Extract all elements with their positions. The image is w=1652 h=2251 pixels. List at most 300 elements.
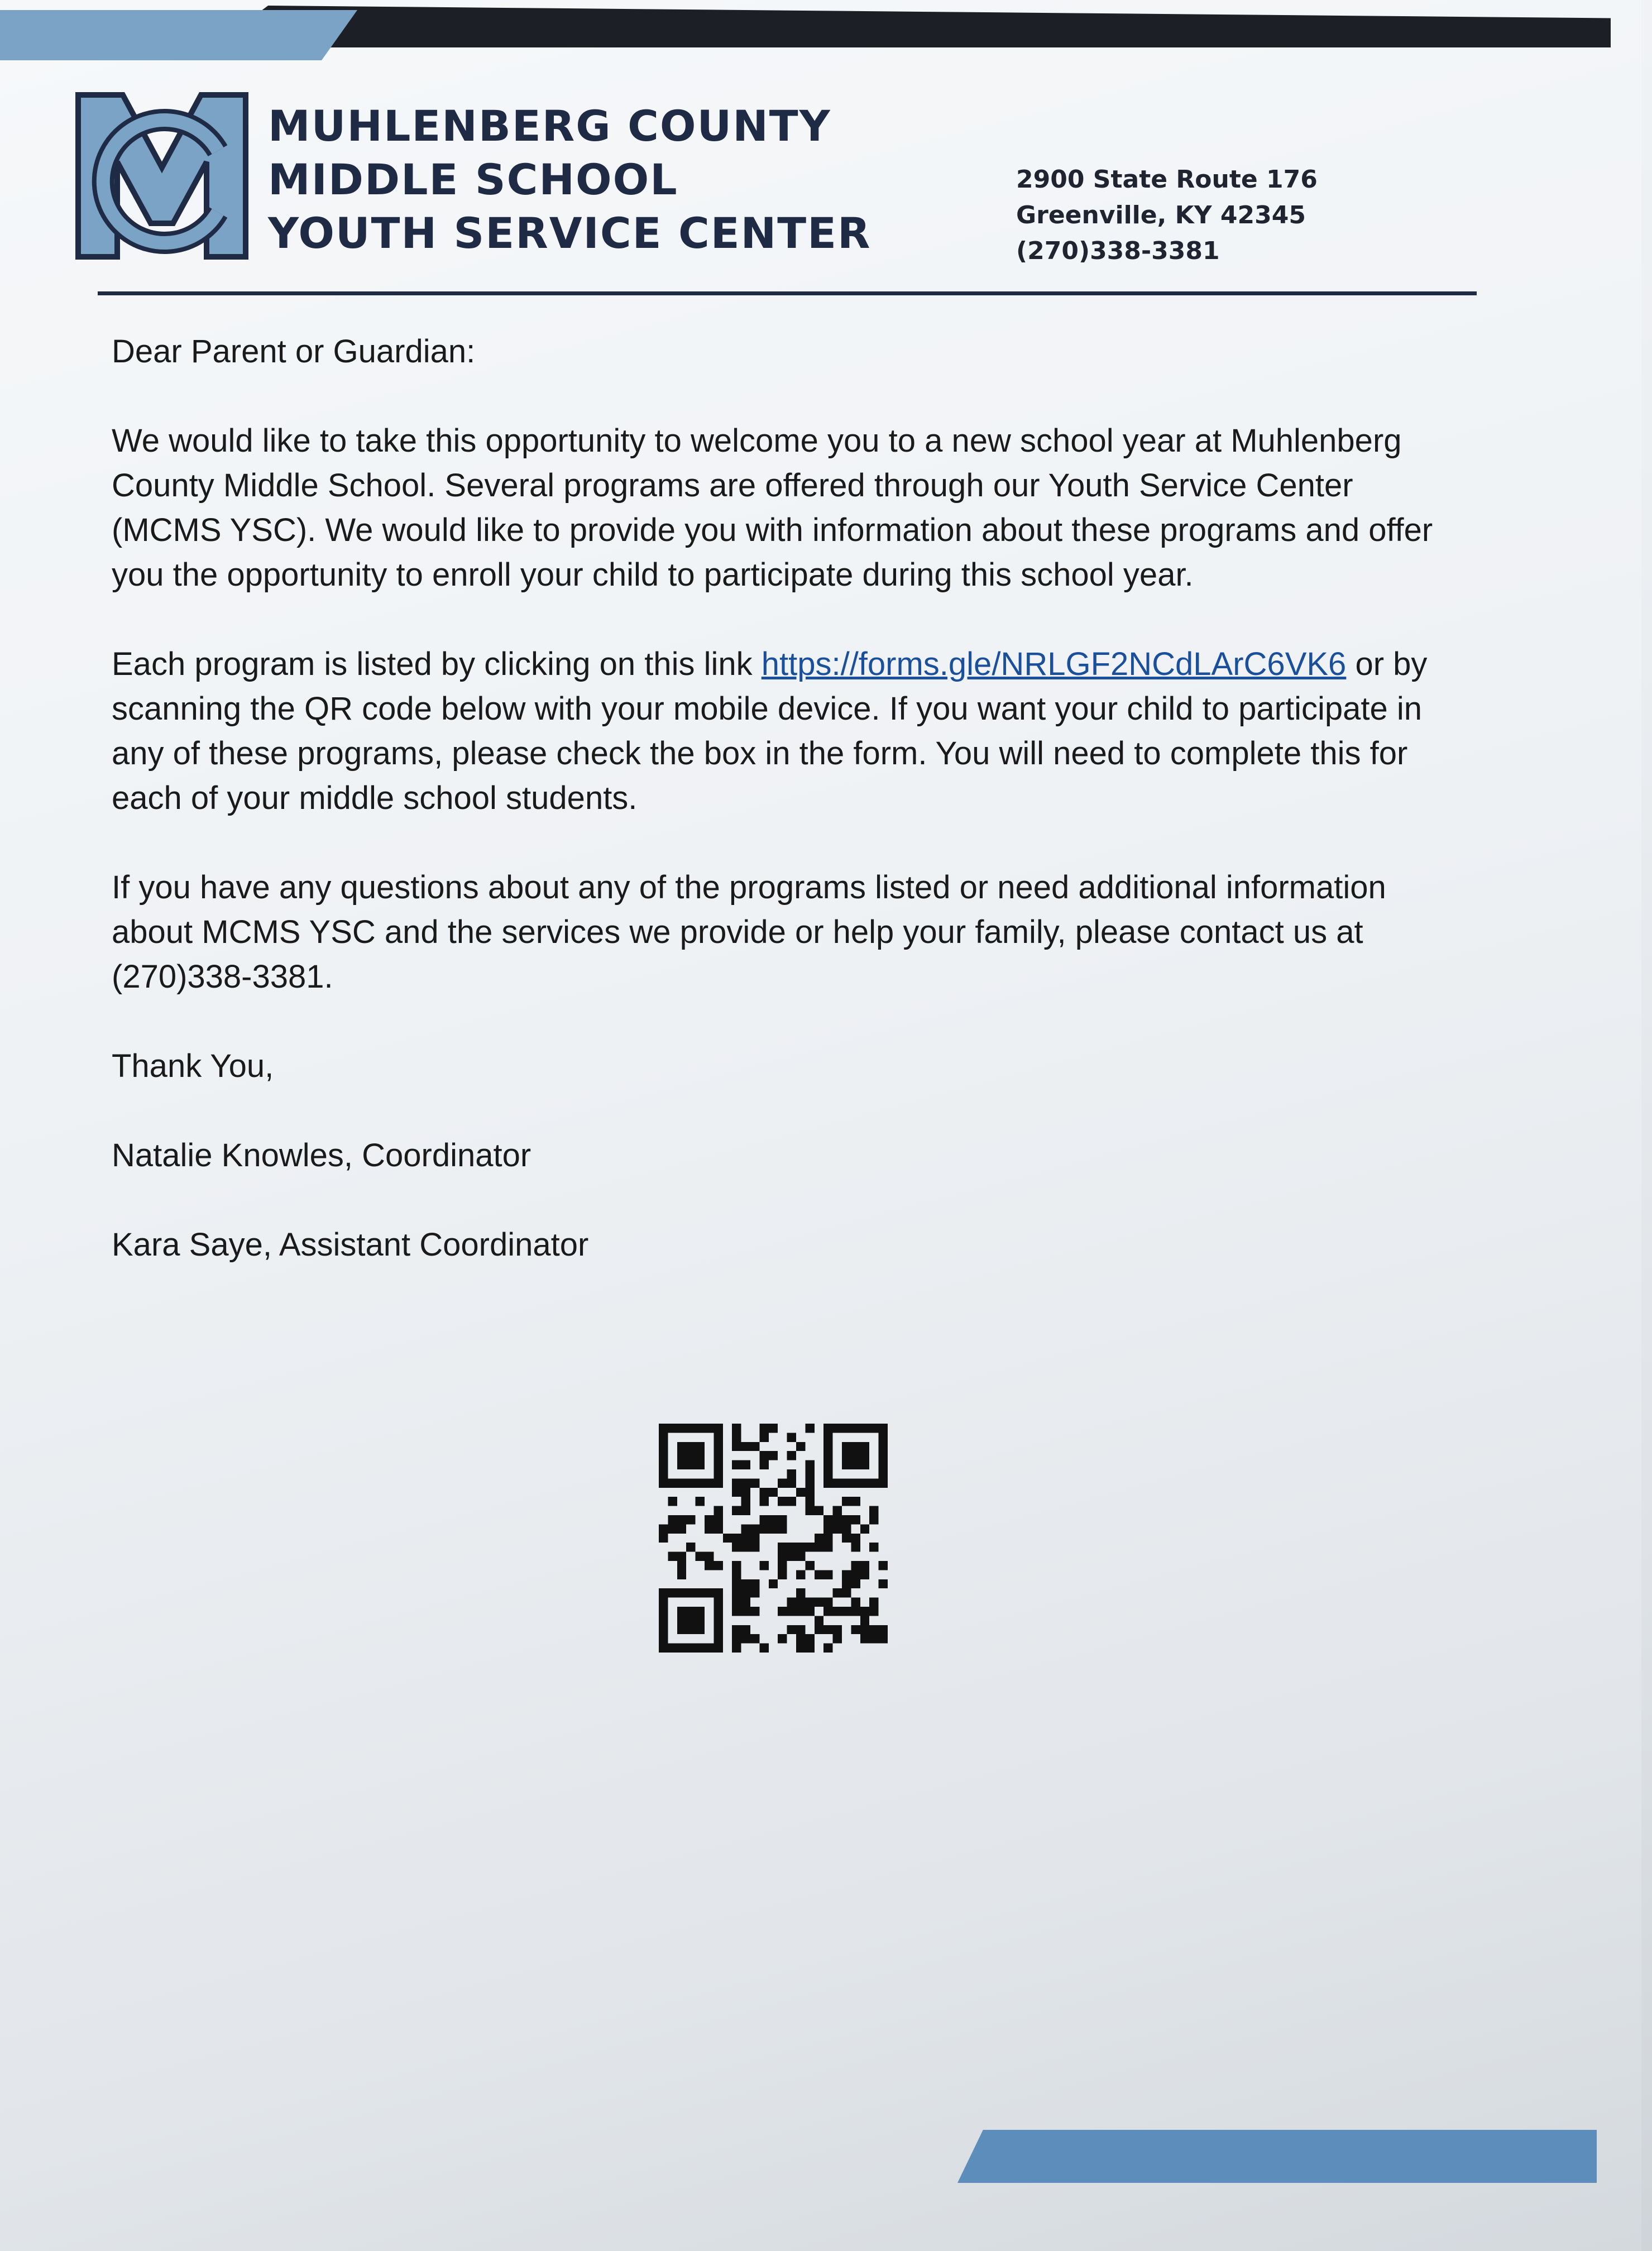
qr-module bbox=[714, 1588, 722, 1597]
qr-module bbox=[759, 1460, 768, 1469]
qr-module bbox=[851, 1424, 860, 1433]
qr-module bbox=[659, 1442, 668, 1451]
qr-module bbox=[668, 1478, 677, 1487]
qr-module bbox=[750, 1588, 759, 1597]
address-block bbox=[1016, 162, 1318, 269]
qr-module bbox=[851, 1625, 860, 1634]
qr-module bbox=[796, 1588, 805, 1597]
qr-module bbox=[732, 1625, 741, 1634]
qr-module bbox=[823, 1570, 832, 1579]
qr-module bbox=[677, 1570, 686, 1579]
qr-module bbox=[696, 1625, 705, 1634]
qr-module bbox=[686, 1607, 695, 1616]
qr-module bbox=[851, 1451, 860, 1460]
qr-module bbox=[659, 1534, 668, 1543]
qr-module bbox=[805, 1478, 814, 1487]
qr-module bbox=[805, 1561, 814, 1570]
qr-module bbox=[741, 1543, 750, 1551]
qr-module bbox=[796, 1644, 805, 1653]
qr-module bbox=[842, 1579, 851, 1588]
qr-module bbox=[787, 1625, 796, 1634]
qr-module bbox=[778, 1543, 787, 1551]
qr-module bbox=[805, 1598, 814, 1607]
qr-module bbox=[851, 1579, 860, 1588]
qr-module bbox=[879, 1424, 888, 1433]
qr-module bbox=[879, 1634, 888, 1643]
qr-module bbox=[823, 1460, 832, 1469]
qr-module bbox=[732, 1570, 741, 1579]
qr-module bbox=[833, 1634, 842, 1643]
qr-module bbox=[787, 1552, 796, 1561]
qr-module bbox=[750, 1442, 759, 1451]
qr-module bbox=[686, 1616, 695, 1625]
qr-module bbox=[879, 1561, 888, 1570]
qr-module bbox=[732, 1644, 741, 1653]
qr-module bbox=[659, 1644, 668, 1653]
qr-module bbox=[750, 1524, 759, 1533]
qr-module bbox=[778, 1634, 787, 1643]
qr-module bbox=[741, 1607, 750, 1616]
qr-module bbox=[677, 1561, 686, 1570]
qr-module bbox=[787, 1543, 796, 1551]
qr-module bbox=[696, 1460, 705, 1469]
qr-module bbox=[851, 1515, 860, 1524]
qr-module bbox=[759, 1561, 768, 1570]
qr-module bbox=[659, 1433, 668, 1441]
qr-module bbox=[696, 1442, 705, 1451]
qr-module bbox=[659, 1460, 668, 1469]
qr-module bbox=[732, 1634, 741, 1643]
qr-module bbox=[842, 1497, 851, 1506]
programs-text-start: Each program is listed by clicking on this link bbox=[112, 646, 762, 682]
qr-module bbox=[696, 1497, 705, 1506]
qr-module bbox=[842, 1534, 851, 1543]
qr-module bbox=[879, 1451, 888, 1460]
qr-module bbox=[741, 1488, 750, 1497]
qr-module bbox=[805, 1460, 814, 1469]
qr-module bbox=[869, 1478, 878, 1487]
org-name-line-1: MUHLENBERG COUNTY bbox=[268, 101, 831, 151]
qr-module bbox=[833, 1478, 842, 1487]
qr-module bbox=[842, 1451, 851, 1460]
qr-module bbox=[833, 1588, 842, 1597]
qr-module bbox=[805, 1424, 814, 1433]
qr-module bbox=[787, 1598, 796, 1607]
qr-module bbox=[879, 1433, 888, 1441]
qr-module bbox=[686, 1625, 695, 1634]
qr-module bbox=[778, 1515, 787, 1524]
qr-module bbox=[714, 1506, 722, 1515]
qr-module bbox=[732, 1534, 741, 1543]
qr-module bbox=[823, 1469, 832, 1478]
qr-module bbox=[860, 1451, 869, 1460]
org-name-line-2: MIDDLE SCHOOL bbox=[268, 155, 678, 204]
qr-module bbox=[879, 1625, 888, 1634]
qr-module bbox=[851, 1561, 860, 1570]
qr-module bbox=[659, 1616, 668, 1625]
qr-module bbox=[705, 1561, 714, 1570]
letter-body bbox=[112, 329, 1463, 1312]
qr-module bbox=[714, 1616, 722, 1625]
qr-module bbox=[860, 1607, 869, 1616]
qr-module bbox=[677, 1460, 686, 1469]
qr-module bbox=[732, 1478, 741, 1487]
qr-module bbox=[741, 1506, 750, 1515]
qr-module bbox=[677, 1625, 686, 1634]
qr-module bbox=[677, 1451, 686, 1460]
paragraph-programs bbox=[112, 642, 1463, 821]
qr-module bbox=[750, 1607, 759, 1616]
qr-module bbox=[668, 1424, 677, 1433]
qr-module bbox=[677, 1616, 686, 1625]
qr-module bbox=[686, 1543, 695, 1551]
programs-text-end: or by scanning the QR code below with your mobile device. If you want your child to participate in any of these programs, please check the box in the form. You will need to complete this for each of your middle school students. bbox=[112, 646, 1428, 816]
qr-module bbox=[769, 1424, 778, 1433]
organization-name bbox=[268, 99, 872, 260]
qr-module bbox=[659, 1524, 668, 1533]
qr-module bbox=[705, 1552, 714, 1561]
qr-module bbox=[741, 1497, 750, 1506]
qr-module bbox=[741, 1478, 750, 1487]
qr-module bbox=[714, 1598, 722, 1607]
qr-module bbox=[796, 1442, 805, 1451]
qr-module bbox=[823, 1644, 832, 1653]
qr-module bbox=[833, 1424, 842, 1433]
form-link[interactable]: https://forms.gle/NRLGF2NCdLArC6VK6 bbox=[761, 646, 1347, 682]
qr-module bbox=[668, 1497, 677, 1506]
qr-module bbox=[805, 1469, 814, 1478]
qr-module bbox=[805, 1634, 814, 1643]
qr-module bbox=[860, 1460, 869, 1469]
qr-module bbox=[723, 1534, 732, 1543]
qr-module bbox=[732, 1424, 741, 1433]
qr-module bbox=[823, 1625, 832, 1634]
qr-module bbox=[696, 1424, 705, 1433]
qr-module bbox=[759, 1524, 768, 1533]
qr-module bbox=[860, 1616, 869, 1625]
qr-module bbox=[732, 1433, 741, 1441]
qr-module bbox=[860, 1625, 869, 1634]
qr-module bbox=[869, 1634, 878, 1643]
qr-module bbox=[750, 1534, 759, 1543]
qr-module bbox=[668, 1552, 677, 1561]
qr-module bbox=[677, 1424, 686, 1433]
salutation: Dear Parent or Guardian: bbox=[112, 333, 476, 370]
qr-module bbox=[741, 1588, 750, 1597]
qr-module bbox=[732, 1561, 741, 1570]
qr-module bbox=[714, 1634, 722, 1643]
qr-module bbox=[842, 1460, 851, 1469]
qr-module bbox=[869, 1598, 878, 1607]
qr-module bbox=[879, 1579, 888, 1588]
qr-module bbox=[879, 1442, 888, 1451]
qr-module bbox=[778, 1497, 787, 1506]
qr-module bbox=[677, 1644, 686, 1653]
qr-module bbox=[823, 1478, 832, 1487]
qr-module bbox=[750, 1478, 759, 1487]
qr-module bbox=[741, 1524, 750, 1533]
qr-module bbox=[815, 1625, 823, 1634]
qr-module bbox=[851, 1497, 860, 1506]
qr-module bbox=[869, 1515, 878, 1524]
qr-module bbox=[805, 1607, 814, 1616]
qr-module bbox=[659, 1588, 668, 1597]
qr-module bbox=[696, 1607, 705, 1616]
qr-module bbox=[696, 1616, 705, 1625]
qr-module bbox=[696, 1552, 705, 1561]
qr-module bbox=[778, 1524, 787, 1533]
qr-module bbox=[805, 1488, 814, 1497]
qr-module bbox=[796, 1488, 805, 1497]
qr-module bbox=[686, 1442, 695, 1451]
qr-module bbox=[869, 1424, 878, 1433]
qr-module bbox=[833, 1524, 842, 1533]
qr-module bbox=[823, 1451, 832, 1460]
qr-module bbox=[686, 1424, 695, 1433]
qr-module bbox=[823, 1442, 832, 1451]
qr-module bbox=[686, 1451, 695, 1460]
qr-module bbox=[778, 1561, 787, 1570]
qr-module bbox=[842, 1524, 851, 1533]
qr-module bbox=[696, 1478, 705, 1487]
qr-module bbox=[842, 1607, 851, 1616]
qr-module bbox=[769, 1451, 778, 1460]
qr-module bbox=[823, 1607, 832, 1616]
bottom-blue-bar bbox=[957, 2130, 1597, 2183]
qr-module bbox=[741, 1625, 750, 1634]
qr-module bbox=[732, 1442, 741, 1451]
qr-module bbox=[796, 1552, 805, 1561]
qr-module bbox=[668, 1524, 677, 1533]
qr-module bbox=[815, 1598, 823, 1607]
qr-module bbox=[869, 1543, 878, 1551]
qr-module bbox=[787, 1497, 796, 1506]
qr-module bbox=[823, 1424, 832, 1433]
qr-module bbox=[842, 1515, 851, 1524]
qr-module bbox=[815, 1506, 823, 1515]
qr-module bbox=[741, 1534, 750, 1543]
qr-module bbox=[714, 1524, 722, 1533]
paragraph-welcome: We would like to take this opportunity to welcome you to a new school year at Muhlenberg County Middle School. Several programs are offered through our Youth Service Center (MCMS YSC). We would like to provide you with information about these programs and offer you the opportunity to enroll your child to participate during this school year. bbox=[112, 423, 1433, 593]
qr-module bbox=[842, 1570, 851, 1579]
qr-module bbox=[696, 1588, 705, 1597]
qr-module bbox=[879, 1469, 888, 1478]
qr-module bbox=[677, 1524, 686, 1533]
top-dark-bar bbox=[212, 6, 1611, 47]
closing: Thank You, bbox=[112, 1048, 274, 1084]
qr-module bbox=[677, 1515, 686, 1524]
qr-module bbox=[705, 1588, 714, 1597]
qr-module bbox=[842, 1478, 851, 1487]
qr-module bbox=[659, 1469, 668, 1478]
qr-module bbox=[759, 1424, 768, 1433]
qr-module bbox=[787, 1607, 796, 1616]
qr-module bbox=[741, 1598, 750, 1607]
qr-module bbox=[833, 1607, 842, 1616]
qr-module bbox=[677, 1442, 686, 1451]
qr-module bbox=[714, 1469, 722, 1478]
qr-module bbox=[879, 1460, 888, 1469]
qr-module bbox=[823, 1543, 832, 1551]
qr-module bbox=[851, 1478, 860, 1487]
qr-module bbox=[769, 1488, 778, 1497]
qr-module bbox=[696, 1644, 705, 1653]
qr-module bbox=[778, 1607, 787, 1616]
qr-module bbox=[732, 1488, 741, 1497]
qr-code[interactable] bbox=[659, 1424, 888, 1653]
qr-module bbox=[851, 1460, 860, 1469]
address-phone: (270)338-3381 bbox=[1016, 237, 1220, 265]
qr-module bbox=[787, 1433, 796, 1441]
qr-module bbox=[778, 1478, 787, 1487]
qr-module bbox=[705, 1524, 714, 1533]
qr-module bbox=[851, 1570, 860, 1579]
qr-module bbox=[686, 1644, 695, 1653]
qr-module bbox=[686, 1478, 695, 1487]
qr-module bbox=[842, 1588, 851, 1597]
qr-module bbox=[750, 1579, 759, 1588]
qr-module bbox=[732, 1506, 741, 1515]
qr-module bbox=[732, 1588, 741, 1597]
qr-module bbox=[659, 1424, 668, 1433]
qr-module bbox=[778, 1552, 787, 1561]
qr-module bbox=[714, 1424, 722, 1433]
qr-module bbox=[842, 1424, 851, 1433]
qr-module bbox=[833, 1625, 842, 1634]
qr-module bbox=[860, 1634, 869, 1643]
qr-module bbox=[869, 1625, 878, 1634]
qr-module bbox=[796, 1625, 805, 1634]
qr-module bbox=[759, 1451, 768, 1460]
qr-module bbox=[705, 1515, 714, 1524]
address-street: 2900 State Route 176 bbox=[1016, 165, 1318, 194]
qr-module bbox=[696, 1451, 705, 1460]
qr-module bbox=[879, 1478, 888, 1487]
qr-module bbox=[778, 1570, 787, 1579]
qr-module bbox=[714, 1460, 722, 1469]
qr-module bbox=[741, 1460, 750, 1469]
qr-module bbox=[860, 1424, 869, 1433]
qr-module bbox=[686, 1515, 695, 1524]
qr-module bbox=[823, 1515, 832, 1524]
qr-module bbox=[705, 1644, 714, 1653]
qr-module bbox=[732, 1579, 741, 1588]
qr-module bbox=[668, 1515, 677, 1524]
qr-module bbox=[732, 1607, 741, 1616]
qr-module bbox=[769, 1579, 778, 1588]
qr-module bbox=[805, 1543, 814, 1551]
qr-module bbox=[815, 1616, 823, 1625]
qr-module bbox=[732, 1543, 741, 1551]
signer-coordinator: Natalie Knowles, Coordinator bbox=[112, 1137, 531, 1174]
qr-module bbox=[732, 1460, 741, 1469]
qr-module bbox=[787, 1469, 796, 1478]
signer-assistant: Kara Saye, Assistant Coordinator bbox=[112, 1227, 589, 1263]
qr-module bbox=[714, 1433, 722, 1441]
qr-module bbox=[769, 1524, 778, 1533]
qr-module bbox=[714, 1515, 722, 1524]
qr-module bbox=[805, 1644, 814, 1653]
qr-module bbox=[851, 1598, 860, 1607]
qr-module bbox=[796, 1607, 805, 1616]
qr-module bbox=[659, 1451, 668, 1460]
qr-module bbox=[677, 1588, 686, 1597]
qr-module bbox=[741, 1442, 750, 1451]
qr-module bbox=[805, 1506, 814, 1515]
qr-module bbox=[796, 1570, 805, 1579]
qr-module bbox=[714, 1644, 722, 1653]
qr-module bbox=[659, 1478, 668, 1487]
qr-module bbox=[759, 1515, 768, 1524]
qr-module bbox=[787, 1478, 796, 1487]
qr-module bbox=[815, 1543, 823, 1551]
qr-module bbox=[714, 1607, 722, 1616]
qr-module bbox=[823, 1598, 832, 1607]
qr-module bbox=[686, 1588, 695, 1597]
qr-module bbox=[750, 1543, 759, 1551]
qr-module bbox=[860, 1524, 869, 1533]
qr-module bbox=[741, 1634, 750, 1643]
qr-module bbox=[823, 1433, 832, 1441]
qr-module bbox=[759, 1644, 768, 1653]
qr-module bbox=[759, 1497, 768, 1506]
qr-module bbox=[869, 1607, 878, 1616]
qr-module bbox=[677, 1478, 686, 1487]
paragraph-contact: If you have any questions about any of the programs listed or need additional information about MCMS YSC and the services we provide or help your family, please contact us at (270)338-3381. bbox=[112, 869, 1386, 995]
qr-module bbox=[714, 1561, 722, 1570]
top-blue-bar bbox=[0, 10, 357, 60]
qr-module bbox=[860, 1442, 869, 1451]
qr-module bbox=[860, 1478, 869, 1487]
qr-module bbox=[769, 1515, 778, 1524]
qr-module bbox=[759, 1488, 768, 1497]
qr-module bbox=[869, 1506, 878, 1515]
qr-module bbox=[815, 1570, 823, 1579]
header-divider bbox=[98, 291, 1477, 295]
qr-module bbox=[823, 1524, 832, 1533]
school-logo bbox=[73, 84, 251, 268]
qr-module bbox=[860, 1561, 869, 1570]
qr-module bbox=[705, 1424, 714, 1433]
qr-module bbox=[805, 1497, 814, 1506]
qr-module bbox=[851, 1607, 860, 1616]
qr-module bbox=[796, 1598, 805, 1607]
qr-module bbox=[823, 1534, 832, 1543]
org-name-line-3: YOUTH SERVICE CENTER bbox=[268, 208, 872, 258]
qr-module bbox=[833, 1506, 842, 1515]
qr-module bbox=[833, 1515, 842, 1524]
qr-module bbox=[842, 1442, 851, 1451]
qr-module bbox=[732, 1598, 741, 1607]
qr-module bbox=[815, 1534, 823, 1543]
qr-module bbox=[796, 1543, 805, 1551]
qr-module bbox=[668, 1644, 677, 1653]
address-city: Greenville, KY 42345 bbox=[1016, 201, 1306, 229]
qr-module bbox=[796, 1634, 805, 1643]
qr-module bbox=[677, 1607, 686, 1616]
qr-module bbox=[714, 1442, 722, 1451]
qr-module bbox=[714, 1451, 722, 1460]
qr-module bbox=[787, 1451, 796, 1460]
qr-module bbox=[668, 1588, 677, 1597]
qr-module bbox=[714, 1625, 722, 1634]
qr-module bbox=[851, 1534, 860, 1543]
qr-module bbox=[659, 1625, 668, 1634]
qr-module bbox=[741, 1579, 750, 1588]
qr-module bbox=[714, 1478, 722, 1487]
qr-module bbox=[759, 1433, 768, 1441]
qr-module bbox=[686, 1460, 695, 1469]
